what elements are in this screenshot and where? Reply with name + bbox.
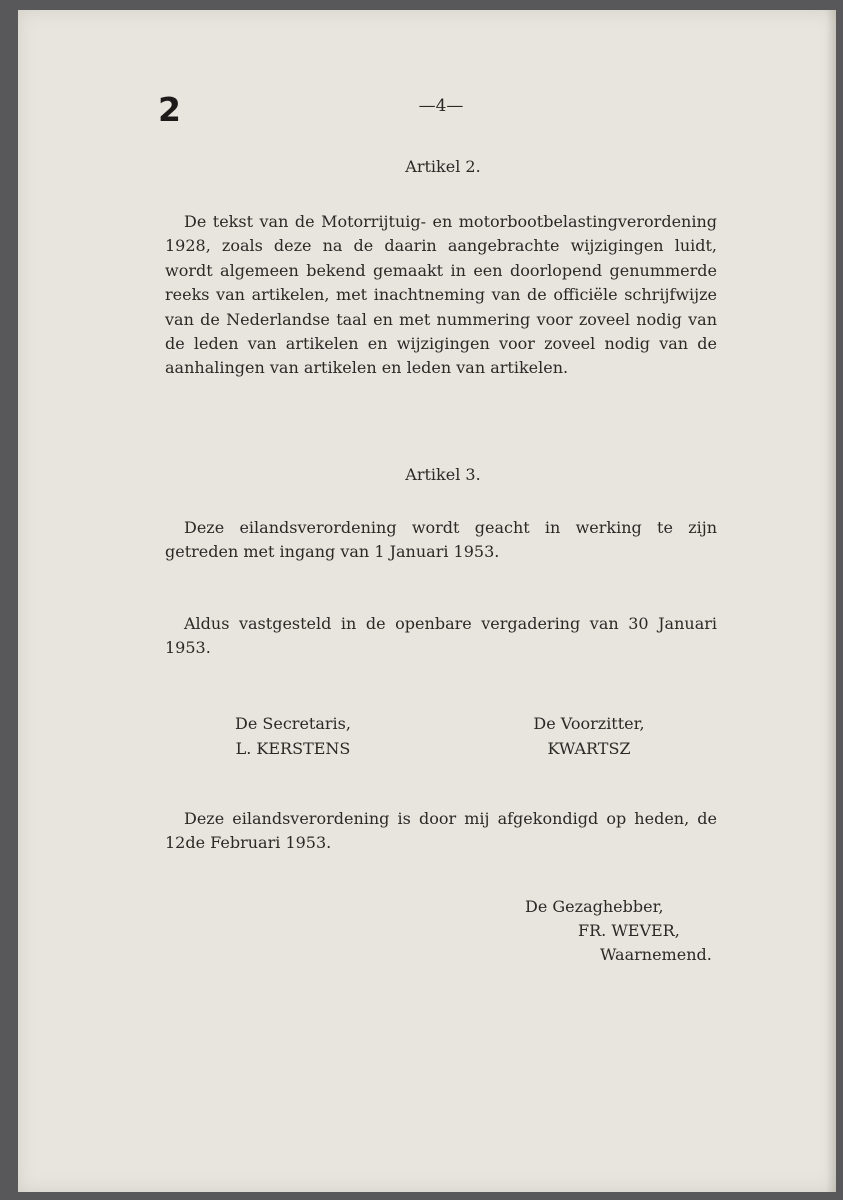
article-3-text: Deze eilandsverordening wordt geacht in werking te zijn getreden met ingang van 1 Januari 1953. xyxy=(165,518,717,562)
article-3-heading: Artikel 3. xyxy=(405,465,481,484)
governor-role: De Gezaghebber, xyxy=(525,897,664,916)
promulgation-statement: Deze eilandsverordening is door mij afgekondigd op heden, de 12de Februari 1953. xyxy=(165,809,717,853)
article-2-text: De tekst van de Motorrijtuig- en motorbootbelastingverordening 1928, zoals deze na de daarin aangebrachte wijzigingen luidt, wordt algemeen bekend gemaakt in een doorlopend genummerde reeks van artikelen, met inachtneming van de officiële schrijfwijze van de Nederlandse taal en met nummering voor zoveel nodig van de leden van artikelen en wijzigingen voor zoveel nodig van de aanhalingen van artikelen en leden van artikelen. xyxy=(165,212,717,378)
secretary-signature xyxy=(193,711,393,761)
governor-name: FR. WEVER, xyxy=(578,921,680,940)
chairman-signature xyxy=(489,711,689,761)
chairman-name: KWARTSZ xyxy=(547,739,631,758)
secretary-name: L. KERSTENS xyxy=(235,739,351,758)
page-edge-shadow xyxy=(826,10,836,1192)
governor-capacity: Waarnemend. xyxy=(600,945,712,964)
chairman-role: De Voorzitter, xyxy=(533,714,645,733)
article-2-heading: Artikel 2. xyxy=(405,157,481,176)
secretary-role: De Secretaris, xyxy=(235,714,351,733)
adoption-statement: Aldus vastgesteld in de openbare vergadering van 30 Januari 1953. xyxy=(165,614,717,658)
document-page xyxy=(18,10,836,1192)
governor-signature xyxy=(498,895,718,967)
page-mark: 2 xyxy=(158,90,180,129)
page-number: —4— xyxy=(418,96,464,116)
